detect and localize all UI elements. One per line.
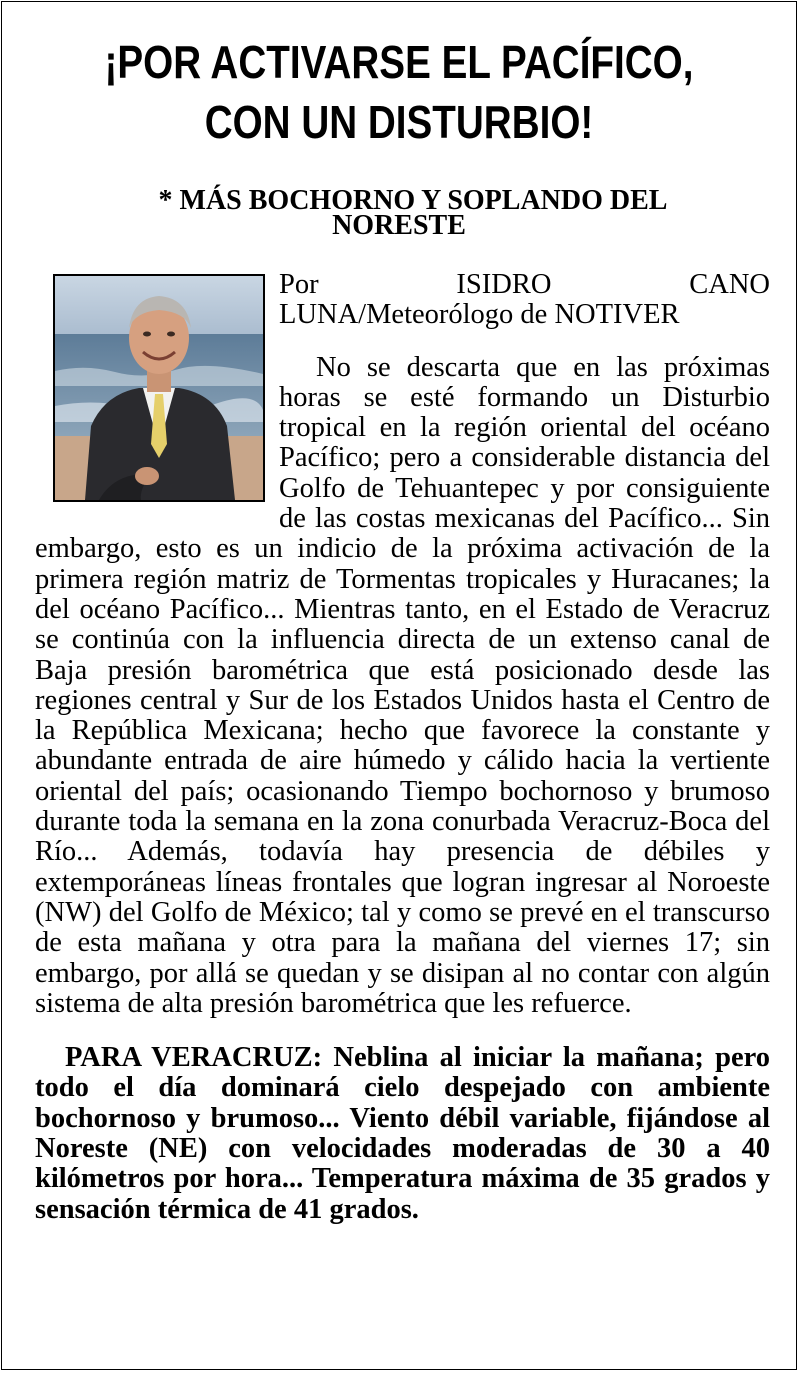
author-photo <box>53 274 265 502</box>
forecast-paragraph: PARA VERACRUZ: Neblina al iniciar la mañana; pero todo el día dominará cielo despejado con ambiente bochornoso y brumoso... Viento débil variable, fijándose al Noreste (NE) con velocidades moderadas de 30 a 40 kilómetros por hora... Temperatura máxima de 35 grados y sensación térmica de 41 grados. <box>35 1042 770 1225</box>
byline-line-2: LUNA/Meteorólogo de NOTIVER <box>279 299 680 331</box>
author-portrait-icon <box>55 276 263 500</box>
subheadline-line-1: * MÁS BOCHORNO Y SOPLANDO DEL <box>158 185 668 216</box>
headline-line-2: CON UN DISTURBIO! <box>204 96 594 148</box>
article-frame <box>1 1 797 1370</box>
subheadline-line-2: NORESTE <box>332 210 466 241</box>
subheadline <box>2 185 796 241</box>
headline <box>66 32 733 152</box>
headline-line-1: ¡POR ACTIVARSE EL PACÍFICO, <box>104 36 694 88</box>
article-body <box>2 270 796 1225</box>
article-paragraph: No se descarta que en las próximas horas se esté formando un Disturbio tropical en la región oriental del océano Pacífico; pero a considerable distancia del Golfo de Tehuantepec y por consiguiente de las costas mexicanas del Pacífico... Sin embargo, esto es un indicio de la próxima activación de la primera región matriz de Tormentas tropicales y Huracanes; la del océano Pacífico... Mientras tanto, en el Estado de Veracruz se continúa con la influencia directa de un extenso canal de Baja presión barométrica que está posicionado desde las regiones central y Sur de los Estados Unidos hasta el Centro de la República Mexicana; hecho que favorece la constante y abundante entrada de aire húmedo y cálido hacia la vertiente oriental del país; ocasionando Tiempo bochornoso y brumoso durante toda la semana en la zona conurbada Veracruz-Boca del Río... Además, todavía hay presencia de débiles y extemporáneas líneas frontales que logran ingresar al Noroeste (NW) del Golfo de México; tal y como se prevé en el transcurso de esta mañana y otra para la mañana del viernes 17; sin embargo, por allá se quedan y se disipan al no contar con algún sistema de alta presión barométrica que les refuerce. <box>35 351 770 1019</box>
byline-line-1: Por ISIDRO CANO <box>279 269 770 300</box>
